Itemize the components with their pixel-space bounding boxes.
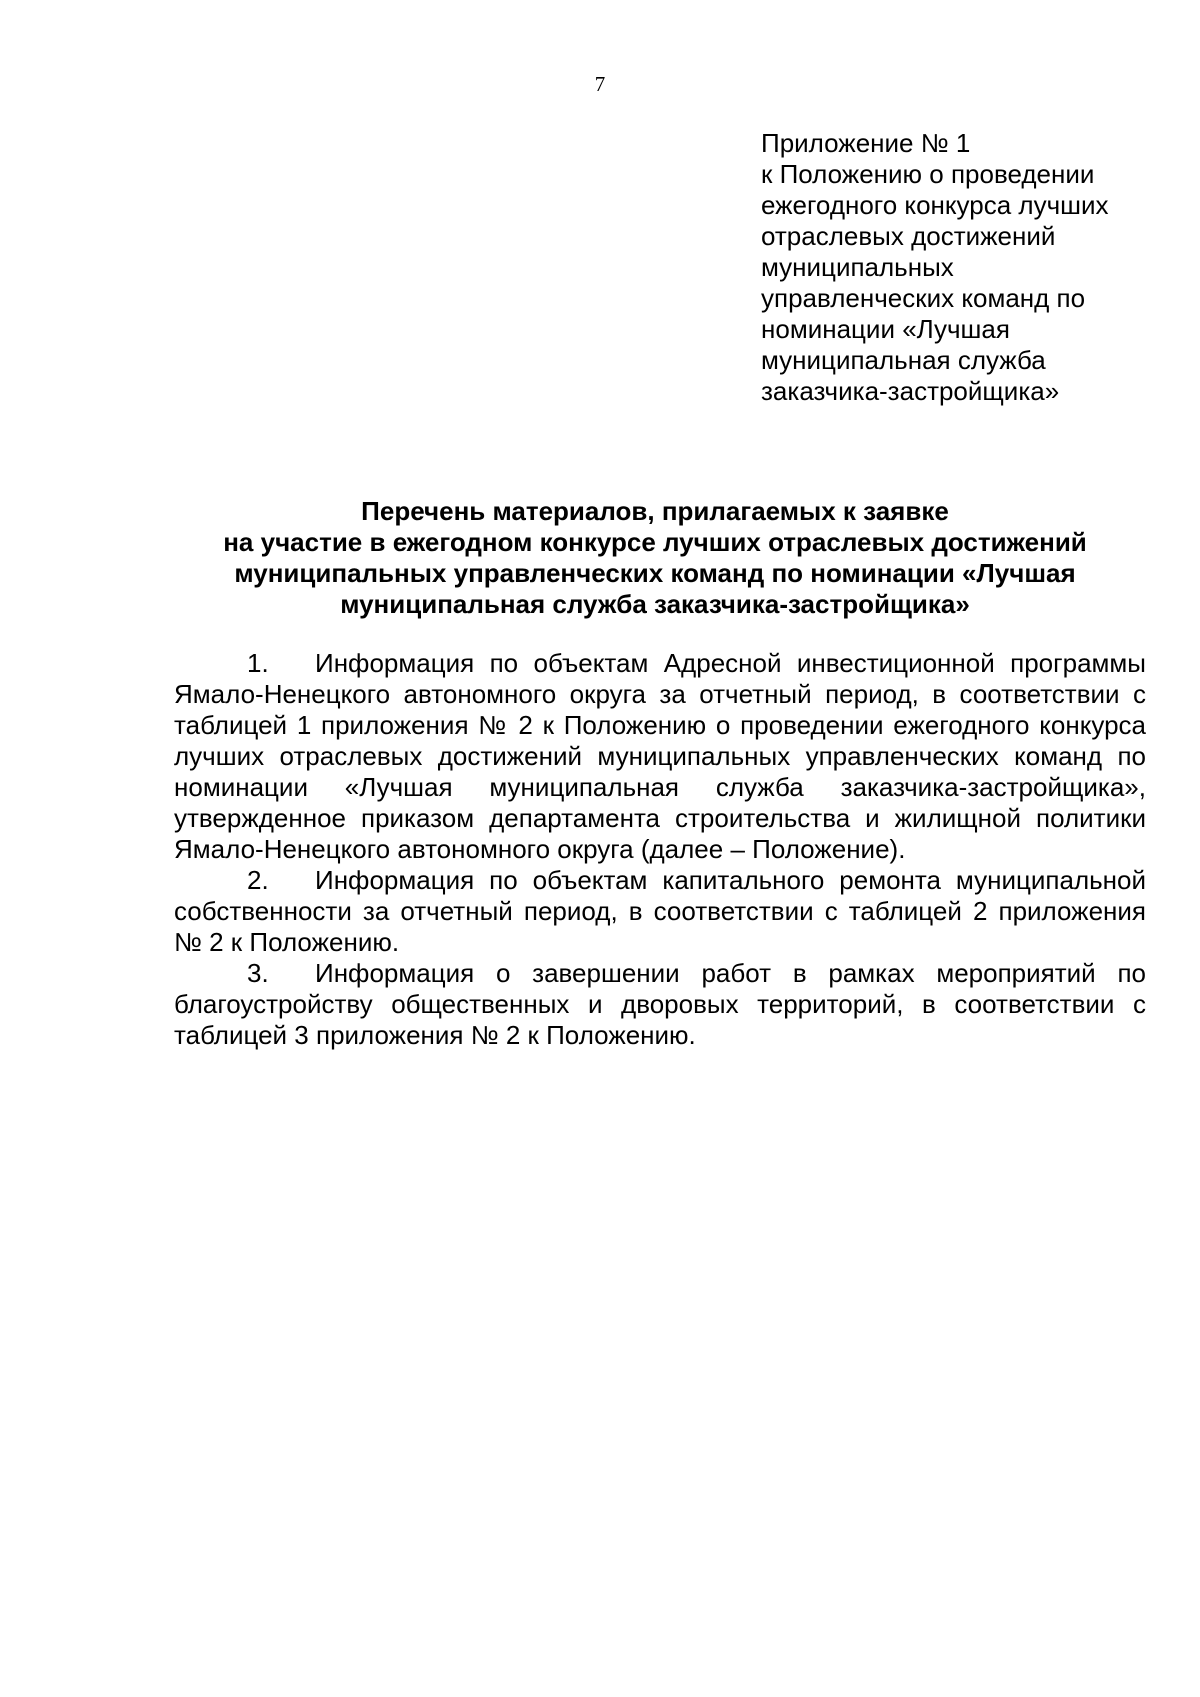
title-line: муниципальных управленческих команд по номинации «Лучшая: [234, 558, 1076, 588]
title-line: Перечень материалов, прилагаемых к заявке: [361, 496, 949, 526]
page-number: 7: [594, 72, 606, 96]
title-line: на участие в ежегодном конкурсе лучших отраслевых достижений: [223, 527, 1087, 557]
list-item-text: Информация о завершении работ в рамках мероприятий по благоустройству общественных и дворовых территорий, в соответствии с таблицей 3 приложения № 2 к Положению.: [174, 958, 1146, 1050]
list-item: [174, 865, 1146, 958]
appendix-line: ежегодного конкурса лучших: [761, 190, 1109, 220]
appendix-line: к Положению о проведении: [761, 159, 1095, 189]
document-title: [160, 496, 1150, 620]
appendix-line: муниципальная служба: [761, 345, 1046, 375]
list-item-number: 1.: [247, 648, 269, 678]
appendix-line: управленческих команд по: [761, 283, 1086, 313]
appendix-line: заказчика-застройщика»: [761, 376, 1060, 406]
list-item-text: Информация по объектам капитального ремонта муниципальной собственности за отчетный период, в соответствии с таблицей 2 приложения № 2 к Положению.: [174, 865, 1146, 957]
list-item-number: 3.: [247, 958, 269, 988]
title-line: муниципальная служба заказчика-застройщика»: [340, 589, 970, 619]
list-item: [174, 648, 1146, 865]
list-item-number: 2.: [247, 865, 269, 895]
appendix-header: [761, 128, 1181, 407]
materials-list: [174, 648, 1146, 1051]
appendix-line: отраслевых достижений: [761, 221, 1056, 251]
appendix-line: номинации «Лучшая: [761, 314, 1010, 344]
list-item-text: Информация по объектам Адресной инвестиционной программы Ямало-Ненецкого автономного округа за отчетный период, в соответствии с таблицей 1 приложения № 2 к Положению о проведении ежегодного конкурса лучших отраслевых достижений муниципальных управленческих команд по номинации «Лучшая муниципальная служба заказчика-застройщика», утвержденное приказом департамента строительства и жилищной политики Ямало-Ненецкого автономного округа (далее – Положение).: [174, 648, 1146, 864]
appendix-line: муниципальных: [761, 252, 954, 282]
list-item: [174, 958, 1146, 1051]
appendix-line: Приложение № 1: [761, 128, 971, 158]
